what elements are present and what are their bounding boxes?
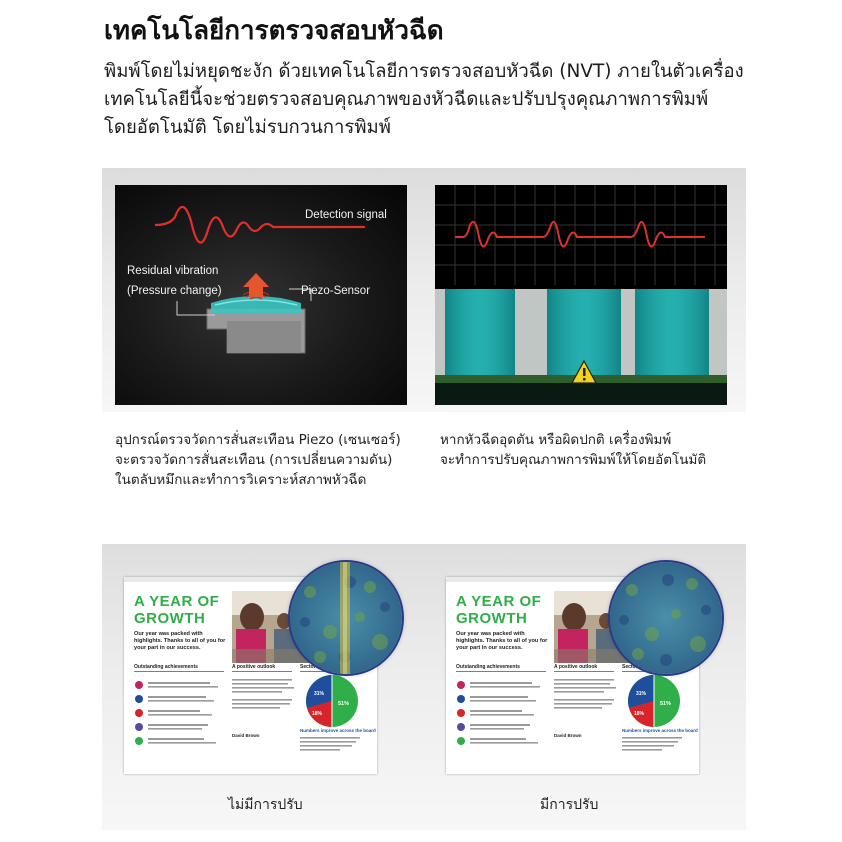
section-achievements: Outstanding achievements	[456, 664, 520, 670]
caption-left	[115, 430, 401, 490]
caption-line: ในตลับหมึกและทำการวิเคราะห์สภาพหัวฉีด	[115, 472, 367, 488]
sector-pie-chart	[628, 675, 680, 727]
section-outlook: A positive outlook	[554, 664, 598, 670]
svg-text:David Brown: David Brown	[232, 733, 260, 738]
svg-text:51%: 51%	[660, 701, 672, 707]
svg-text:Numbers improve across the boa: Numbers improve across the board	[622, 728, 698, 733]
label-without-adjustment: ไม่มีการปรับ	[228, 797, 303, 813]
svg-text:18%: 18%	[634, 711, 645, 717]
intro-line: พิมพ์โดยไม่หยุดชะงัก ด้วยเทคโนโลยีการตรวจสอบหัวฉีด (NVT) ภายในตัวเครื่อง	[104, 61, 744, 82]
detection-signal-label: Detection signal	[305, 209, 387, 221]
magnifier-before	[290, 562, 402, 674]
page-title: เทคโนโลยีการตรวจสอบหัวฉีด	[104, 16, 444, 46]
pressure-change-label: (Pressure change)	[127, 285, 222, 297]
caption-line: หากหัวฉีดอุดตัน หรือผิดปกติ เครื่องพิมพ์	[440, 432, 672, 448]
signal-wave	[455, 222, 705, 247]
svg-text:18%: 18%	[312, 711, 323, 717]
piezo-sensor-diagram	[115, 185, 407, 405]
intro-paragraph	[104, 58, 804, 142]
caption-line: อุปกรณ์ตรวจวัดการสั่นสะเทือน Piezo (เซนเซอร์)	[115, 432, 401, 448]
report-title: A YEAR OF GROWTH	[456, 593, 542, 627]
intro-line: โดยอัตโนมัติ โดยไม่รบกวนการพิมพ์	[104, 117, 391, 138]
svg-text:51%: 51%	[338, 701, 350, 707]
piezo-sensor-label: Piezo-Sensor	[301, 285, 371, 297]
label-with-adjustment: มีการปรับ	[540, 797, 599, 813]
svg-text:Numbers improve across the boa: Numbers improve across the board	[300, 728, 376, 733]
report-subtitle: Our year was packed with highlights. Thanks to all of you for your part in our success.	[456, 631, 548, 651]
report-subtitle: Our year was packed with highlights. Thanks to all of you for your part in our success.	[134, 631, 226, 651]
sector-pie-chart	[306, 675, 358, 727]
nozzle-check-diagram	[435, 185, 727, 405]
section-outlook: A positive outlook	[232, 664, 276, 670]
intro-line: เทคโนโลยีนี้จะช่วยตรวจสอบคุณภาพของหัวฉีดและปรับปรุงคุณภาพการพิมพ์	[104, 89, 709, 110]
magnifier-after	[610, 562, 722, 674]
section-achievements: Outstanding achievements	[134, 664, 198, 670]
svg-text:David Brown: David Brown	[554, 733, 582, 738]
residual-vibration-label: Residual vibration	[127, 265, 219, 277]
report-title: A YEAR OF GROWTH	[134, 593, 220, 627]
caption-line: จะตรวจวัดการสั่นสะเทือน (การเปลี่ยนความดัน)	[115, 452, 393, 468]
caption-line: จะทำการปรับคุณภาพการพิมพ์ให้โดยอัตโนมัติ	[440, 452, 707, 468]
svg-text:31%: 31%	[314, 691, 325, 697]
caption-right	[440, 430, 706, 470]
svg-text:31%: 31%	[636, 691, 647, 697]
